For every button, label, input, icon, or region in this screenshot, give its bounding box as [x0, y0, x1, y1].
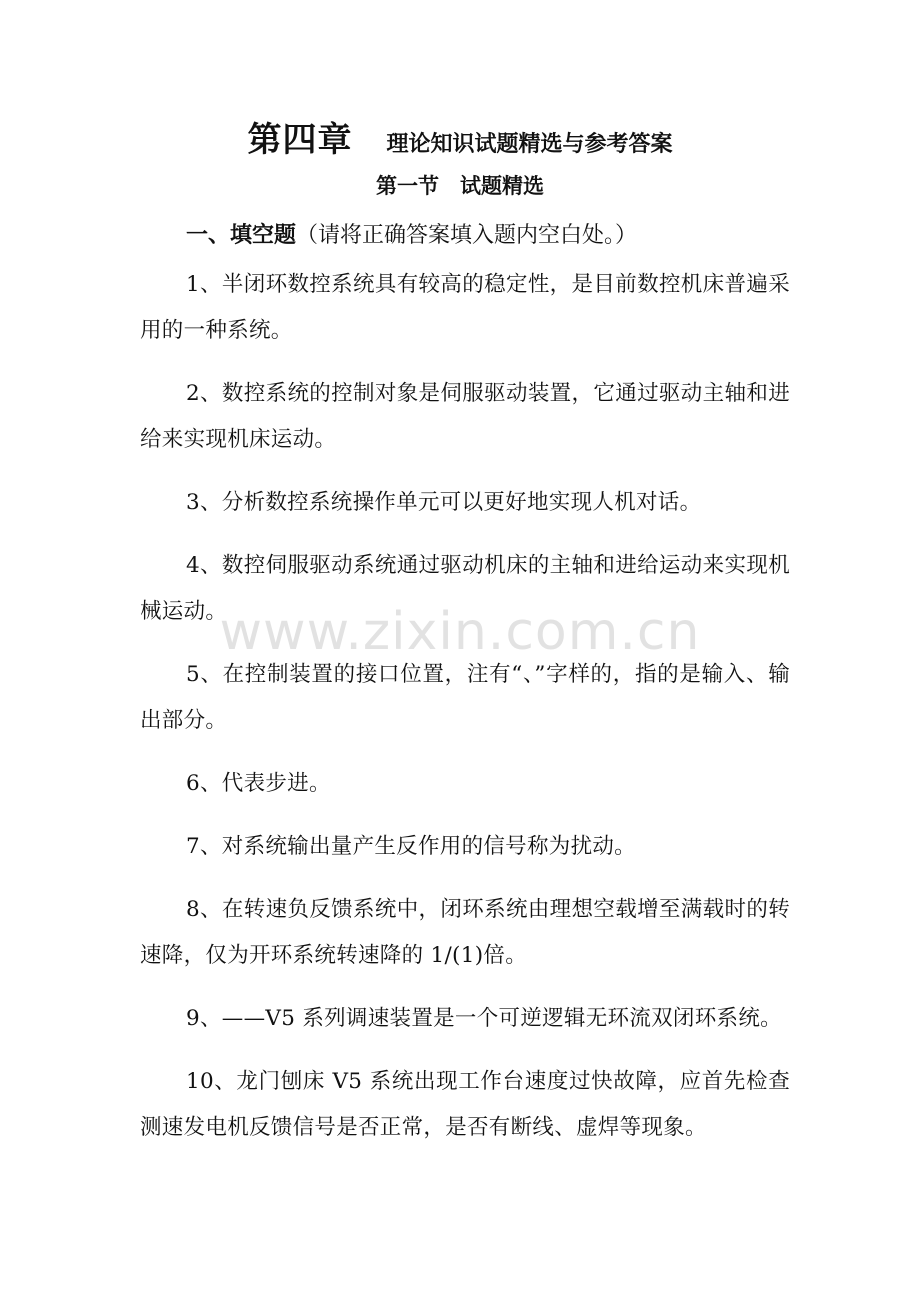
question-item: 4、数控伺服驱动系统通过驱动机床的主轴和进给运动来实现机械运动。 [140, 553, 790, 624]
chapter-number: 第四章 [247, 120, 353, 160]
question-item: 9、——V5 系列调速装置是一个可逆逻辑无环流双闭环系统。 [186, 1006, 782, 1031]
question-item: 2、数控系统的控制对象是伺服驱动装置，它通过驱动主轴和进给来实现机床运动。 [140, 381, 790, 452]
question-item: 3、分析数控系统操作单元可以更好地实现人机对话。 [186, 490, 702, 515]
chapter-title [0, 112, 920, 161]
watermark: www.zixin.com.cn [219, 602, 701, 662]
question-item: 8、在转速负反馈系统中，闭环系统由理想空载增至满载时的转速降，仅为开环系统转速降的 1/(1)倍。 [140, 897, 790, 968]
part-heading [186, 218, 637, 249]
chapter-name: 理论知识试题精选与参考答案 [386, 132, 673, 157]
question-item: 10、龙门刨床 V5 系统出现工作台速度过快故障，应首先检查测速发电机反馈信号是否正常，是否有断线、虚焊等现象。 [140, 1069, 790, 1140]
question-item: 7、对系统输出量产生反作用的信号称为扰动。 [186, 834, 636, 859]
question-list [140, 262, 790, 1168]
section-title: 第一节 试题精选 [376, 174, 544, 198]
question-item: 6、代表步进。 [186, 771, 331, 796]
part-instruction: （请将正确答案填入题内空白处。） [296, 223, 638, 248]
part-heading-label: 一、填空题 [186, 223, 297, 248]
question-item: 5、在控制装置的接口位置，注有“、”字样的，指的是输入、输出部分。 [140, 662, 790, 733]
question-item: 1、半闭环数控系统具有较高的稳定性，是目前数控机床普遍采用的一种系统。 [140, 272, 790, 343]
